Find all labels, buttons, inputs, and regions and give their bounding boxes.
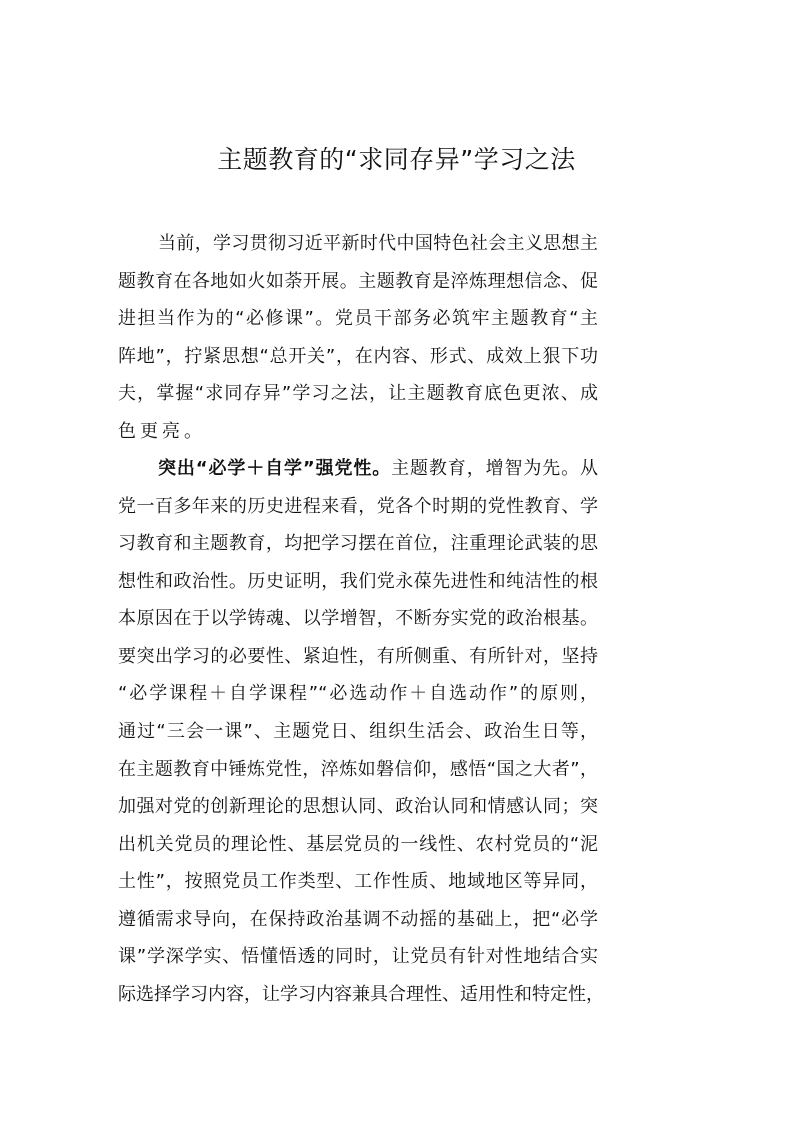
text-line: 当前，学习贯彻习近平新时代中国特色社会主义思想主 <box>158 233 598 254</box>
text-line: 题教育在各地如火如荼开展。主题教育是淬炼理想信念、促 <box>118 271 598 292</box>
text-line: 通过“三会一课”、主题党日、组织生活会、政治生日等， <box>118 721 598 742</box>
text-line: 进担当作为的“必修课”。党员干部务必筑牢主题教育“主 <box>118 308 598 329</box>
text-line: 要突出学习的必要性、紧迫性，有所侧重、有所针对，坚持 <box>118 646 598 667</box>
text-line: 本原因在于以学铸魂、以学增智，不断夯实党的政治根基。 <box>118 608 598 629</box>
text-line: 习教育和主题教育，均把学习摆在首位，注重理论武装的思 <box>118 533 598 554</box>
text-line: “必学课程＋自学课程”“必选动作＋自选动作”的原则， <box>118 683 598 704</box>
text-line: 出机关党员的理论性、基层党员的一线性、农村党员的“泥 <box>118 834 598 855</box>
text-line: 加强对党的创新理论的思想认同、政治认同和情感认同；突 <box>118 796 598 817</box>
text-line: 夫，掌握“求同存异”学习之法，让主题教育底色更浓、成 <box>118 383 598 404</box>
section-heading: 突出“必学＋自学”强党性。 <box>158 458 392 479</box>
document-title: 主题教育的“求同存异”学习之法 <box>217 145 576 174</box>
text-line: 阵地”，拧紧思想“总开关”，在内容、形式、成效上狠下功 <box>118 346 598 367</box>
text-line: 想性和政治性。历史证明，我们党永葆先进性和纯洁性的根 <box>118 571 598 592</box>
text-line <box>158 457 598 481</box>
text-line: 课”学深学实、悟懂悟透的同时，让党员有针对性地结合实 <box>118 946 598 967</box>
text-line: 遵循需求导向，在保持政治基调不动摇的基础上，把“必学 <box>118 909 598 930</box>
text-segment: 主题教育，增智为先。从 <box>391 458 598 479</box>
text-line: 党一百多年来的历史进程来看，党各个时期的党性教育、学 <box>118 496 598 517</box>
text-line: 际选择学习内容，让学习内容兼具合理性、适用性和特定性， <box>118 984 604 1005</box>
text-line: 在主题教育中锤炼党性，淬炼如磐信仰，感悟“国之大者”， <box>118 759 598 780</box>
text-line: 土性”，按照党员工作类型、工作性质、地域地区等异同， <box>118 871 598 892</box>
text-line: 色更亮。 <box>118 421 206 442</box>
